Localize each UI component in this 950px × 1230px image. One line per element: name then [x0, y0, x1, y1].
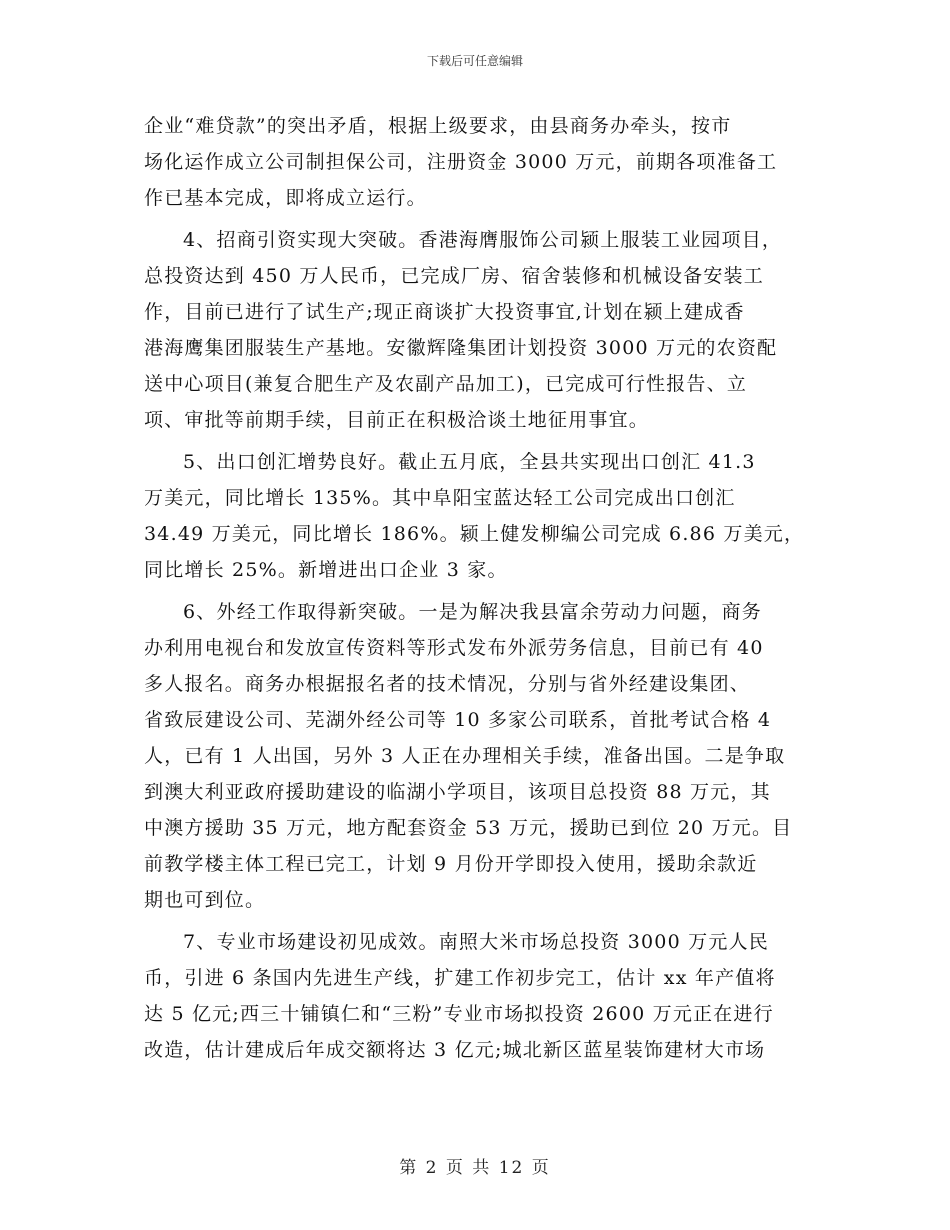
text-line: 作已基本完成，即将成立运行。	[144, 187, 427, 209]
text-line: 企业“难贷款”的突出矛盾，根据上级要求，由县商务办牵头，按市	[144, 115, 732, 137]
text-line: 同比增长 25%。新增进出口企业 3 家。	[144, 559, 508, 581]
text-line: 场化运作成立公司制担保公司，注册资金 3000 万元，前期各项准备工	[144, 151, 778, 173]
text-line: 5、出口创汇增势良好。截止五月底，全县共实现出口创汇 41.3	[183, 451, 756, 473]
text-line: 6、外经工作取得新突破。一是为解决我县富余劳动力问题，商务	[183, 601, 762, 623]
text-line: 万美元，同比增长 135%。其中阜阳宝蓝达轻工公司完成出口创汇	[144, 487, 736, 509]
text-line: 期也可到位。	[144, 889, 266, 911]
text-line: 7、专业市场建设初见成效。南照大米市场总投资 3000 万元人民	[183, 931, 769, 953]
text-line: 4、招商引资实现大突破。香港海膺服饰公司颍上服装工业园项目，	[183, 229, 783, 251]
text-line: 港海鹰集团服装生产基地。安徽辉隆集团计划投资 3000 万元的农资配	[144, 337, 778, 359]
document-body	[144, 108, 824, 1068]
text-line: 多人报名。商务办根据报名者的技术情况，分别与省外经建设集团、	[144, 673, 751, 695]
paragraph	[144, 444, 824, 588]
paragraph	[144, 594, 824, 918]
text-line: 币，引进 6 条国内先进生产线，扩建工作初步完工，估计 xx 年产值将	[144, 967, 776, 989]
text-line: 中澳方援助 35 万元，地方配套资金 53 万元，援助已到位 20 万元。目	[144, 817, 793, 839]
text-line: 改造，估计建成后年成交额将达 3 亿元;城北新区蓝星装饰建材大市场	[144, 1039, 766, 1061]
text-line: 34.49 万美元，同比增长 186%。颍上健发柳编公司完成 6.86 万美元，	[144, 523, 805, 545]
page-number: 第 2 页 共 12 页	[399, 1158, 551, 1178]
text-line: 达 5 亿元;西三十铺镇仁和“三粉”专业市场拟投资 2600 万元正在进行	[144, 1003, 774, 1025]
text-line: 到澳大利亚政府援助建设的临湖小学项目，该项目总投资 88 万元，其	[144, 781, 771, 803]
text-line: 作，目前已进行了试生产;现正商谈扩大投资事宜,计划在颍上建成香	[144, 301, 745, 323]
page-header: 下载后可任意编辑	[426, 54, 523, 68]
text-line: 办利用电视台和发放宣传资料等形式发布外派劳务信息，目前已有 40	[144, 637, 764, 659]
text-line: 省致辰建设公司、芜湖外经公司等 10 多家公司联系，首批考试合格 4	[144, 709, 772, 731]
text-line: 前教学楼主体工程已完工，计划 9 月份开学即投入使用，援助余款近	[144, 853, 758, 875]
paragraph	[144, 108, 824, 216]
text-line: 总投资达到 450 万人民币，已完成厂房、宿舍装修和机械设备安装工	[144, 265, 764, 287]
text-line: 项、审批等前期手续，目前正在积极洽谈土地征用事宜。	[144, 409, 650, 431]
text-line: 人，已有 1 人出国，另外 3 人正在办理相关手续，准备出国。二是争取	[144, 745, 786, 767]
paragraph	[144, 222, 824, 438]
paragraph	[144, 924, 824, 1068]
text-line: 送中心项目(兼复合肥生产及农副产品加工)，已完成可行性报告、立	[144, 373, 748, 395]
